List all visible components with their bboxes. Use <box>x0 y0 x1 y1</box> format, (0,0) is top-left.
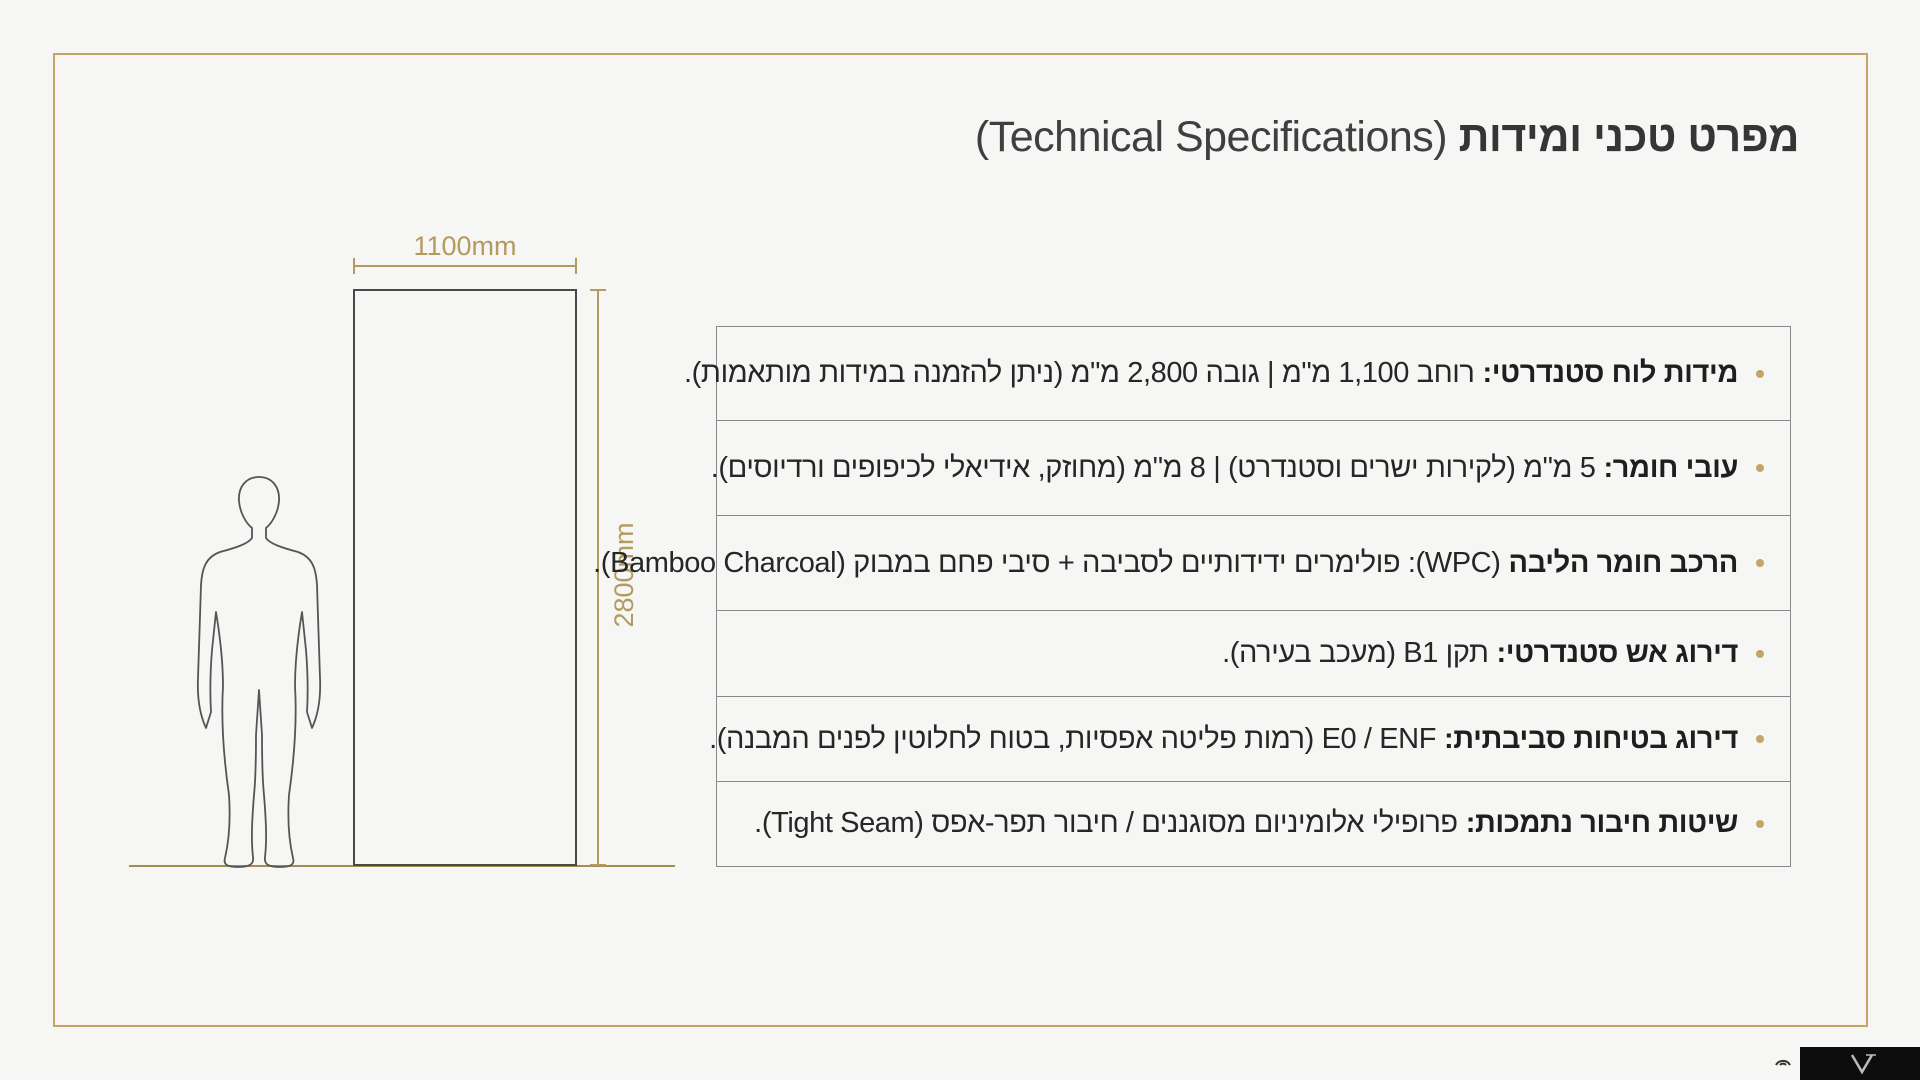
spec-row <box>684 327 1790 421</box>
human-figure-icon <box>198 477 320 867</box>
spec-label: דירוג אש סטנדרטי: <box>1496 637 1738 669</box>
bullet-icon <box>1756 735 1764 743</box>
spec-value: (WPC): פולימרים ידידותיים לסביבה + סיבי פחם במבוק (Bamboo Charcoal). <box>593 546 1501 579</box>
spec-row <box>717 611 1790 697</box>
signal-icon <box>1772 1049 1794 1069</box>
width-label: 1100mm <box>413 231 517 261</box>
spec-value: תקן B1 (מעכב בעירה). <box>1222 637 1489 669</box>
spec-value: 5 מ"מ (לקירות ישרים וסטנדרט) | 8 מ"מ (מחוזק, אידיאלי לכיפופים ורדיוסים). <box>710 451 1596 484</box>
title-english: (Technical Specifications) <box>974 113 1448 161</box>
spec-value: פרופילי אלומיניום מסוגננים / חיבור תפר-אפס (Tight Seam). <box>754 807 1458 839</box>
panel-outline <box>354 290 576 865</box>
spec-label: מידות לוח סטנדרטי: <box>1482 357 1738 389</box>
spec-row <box>717 782 1790 865</box>
bullet-icon <box>1756 559 1764 567</box>
spec-value: רוחב 1,100 מ"מ | גובה 2,800 מ"מ (ניתן להזמנה במידות מותאמות). <box>684 357 1475 389</box>
page-title <box>975 113 1799 162</box>
bullet-icon <box>1756 650 1764 658</box>
spec-row <box>710 421 1790 516</box>
spec-value: E0 / ENF (רמות פליטה אפסיות, בטוח לחלוטין לפנים המבנה). <box>709 722 1437 755</box>
height-label: 2800mm <box>609 522 639 628</box>
spec-label: דירוג בטיחות סביבתית: <box>1444 722 1738 755</box>
spec-label: הרכב חומר הליבה <box>1508 546 1738 579</box>
title-hebrew: מפרט טכני ומידות <box>1458 113 1799 161</box>
brand-logo-icon <box>1800 1047 1920 1080</box>
bullet-icon <box>1756 820 1764 828</box>
bullet-icon <box>1756 370 1764 378</box>
spec-label: שיטות חיבור נתמכות: <box>1465 807 1738 839</box>
bullet-icon <box>1756 464 1764 472</box>
spec-row <box>709 697 1790 782</box>
spec-label: עובי חומר: <box>1603 451 1738 484</box>
brand-logo-bar <box>1800 1047 1920 1080</box>
